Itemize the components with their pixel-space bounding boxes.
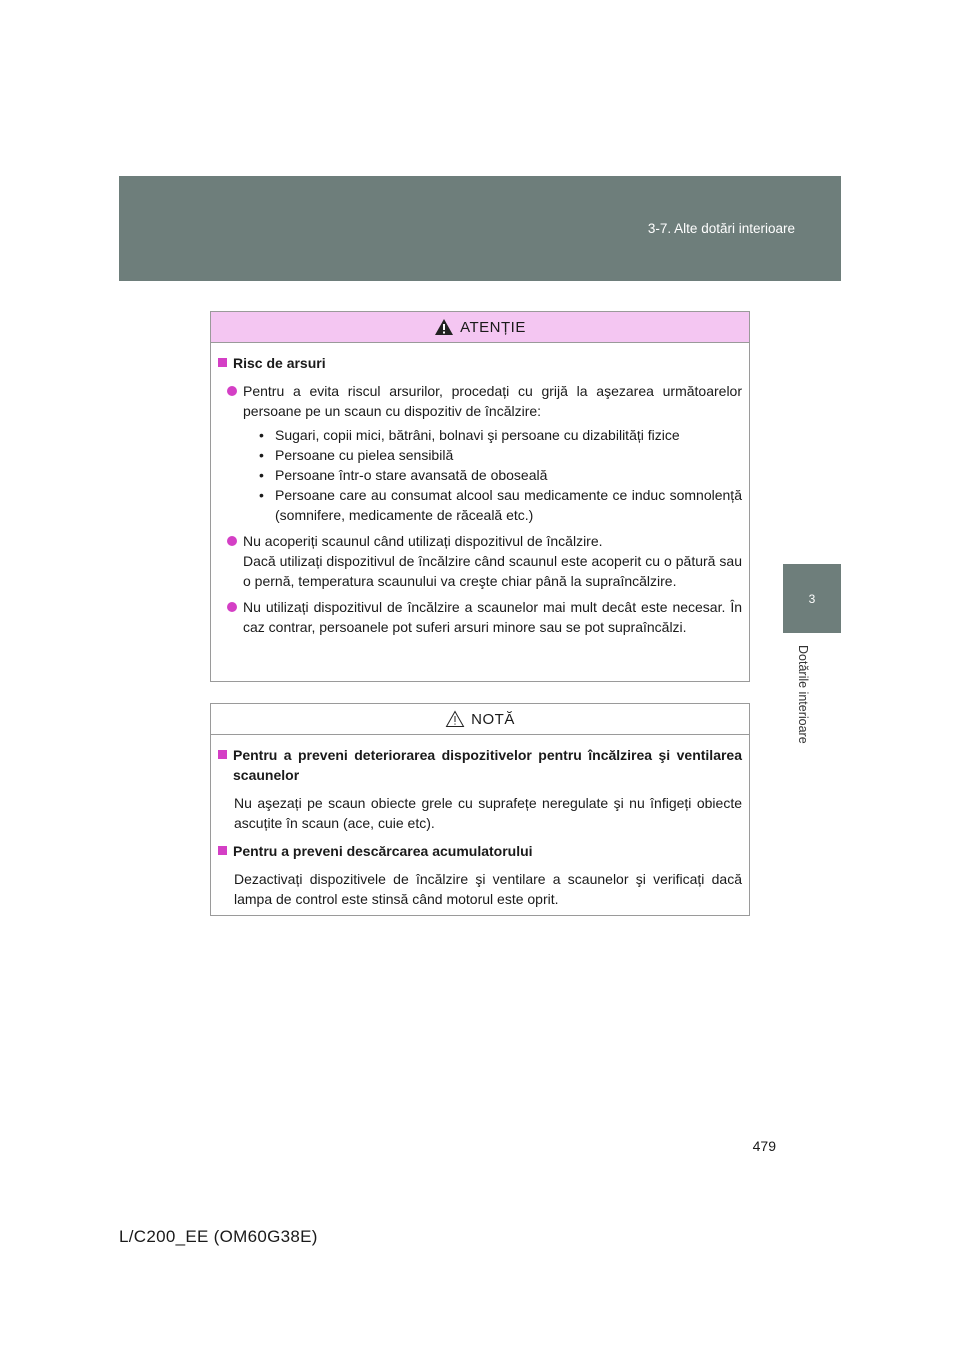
notice-heading: NOTĂ xyxy=(471,710,515,728)
notice-section-text: Nu aşezați pe scaun obiecte grele cu suprafețe neregulate şi nu înfigeți obiecte ascuțite în scaun (ace, cuie etc). xyxy=(234,795,742,831)
chapter-label: Dotările interioare xyxy=(796,645,810,744)
warning-bullet-2: Nu acoperiți scaunul când utilizați dispozitivul de încălzire. Dacă utilizați dispozitivul de încălzire când scaunul este acoperit cu o pătură sau o pernă, temperatura scaunului va creşte chiar până la supraîncălzire. xyxy=(227,531,742,591)
warning-box xyxy=(210,311,750,682)
warning-body xyxy=(211,343,749,637)
notice-header xyxy=(211,704,749,735)
list-item: • Persoane într-o stare avansată de oboseală xyxy=(259,467,548,483)
page-number: 479 xyxy=(752,1138,776,1154)
warning-sub-list xyxy=(259,425,742,525)
model-code: L/C200_EE (OM60G38E) xyxy=(119,1227,318,1246)
list-item: • Sugari, copii mici, bătrâni, bolnavi şi persoane cu dizabilități fizice xyxy=(259,427,680,443)
caution-triangle-outline-icon xyxy=(445,710,465,728)
notice-section-title: Pentru a preveni deteriorarea dispozitivelor pentru încălzirea şi ventilarea scaunelor xyxy=(218,745,742,785)
list-item: • Persoane care au consumat alcool sau medicamente ce induc somnolență (somnifere, medicamente de răceală etc.) xyxy=(259,487,742,523)
circle-bullet-icon xyxy=(227,536,237,546)
notice-section-text: Dezactivați dispozitivele de încălzire şi ventilare a scaunelor şi verificați dacă lampa de control este stinsă când motorul este oprit. xyxy=(234,871,742,907)
warning-triangle-icon xyxy=(434,318,454,336)
section-header-title: 3-7. Alte dotări interioare xyxy=(647,221,795,236)
notice-body xyxy=(211,735,749,909)
notice-section-title: Pentru a preveni descărcarea acumulatorului xyxy=(218,841,742,861)
list-item: • Persoane cu pielea sensibilă xyxy=(259,447,454,463)
warning-bullet-3: Nu utilizați dispozitivul de încălzire a scaunelor mai mult decât este necesar. În caz contrar, persoanele pot suferi arsuri minore sau se pot supraîncălzi. xyxy=(227,597,742,637)
chapter-tab xyxy=(783,564,841,633)
square-bullet-icon xyxy=(218,750,227,759)
chapter-number: 3 xyxy=(808,591,816,606)
square-bullet-icon xyxy=(218,846,227,855)
warning-heading: ATENȚIE xyxy=(460,318,526,336)
notice-box xyxy=(210,703,750,916)
header-band xyxy=(119,176,841,281)
warning-section-title: Risc de arsuri xyxy=(218,353,742,373)
square-bullet-icon xyxy=(218,358,227,367)
warning-bullet-1: Pentru a evita riscul arsurilor, procedați cu grijă la aşezarea următoarelor persoane pe un scaun cu dispozitiv de încălzire: • Sugari, copii mici, bătrâni, bolnavi şi persoane cu dizabilități fizice • Persoane cu pielea sensibilă • Persoane într-o stare avansată de oboseală • Persoane care au consumat alcool sau medicamente ce induc somnolență (somnifere, medicamente de răceală etc.) xyxy=(227,381,742,525)
warning-header xyxy=(211,312,749,343)
circle-bullet-icon xyxy=(227,602,237,612)
circle-bullet-icon xyxy=(227,386,237,396)
